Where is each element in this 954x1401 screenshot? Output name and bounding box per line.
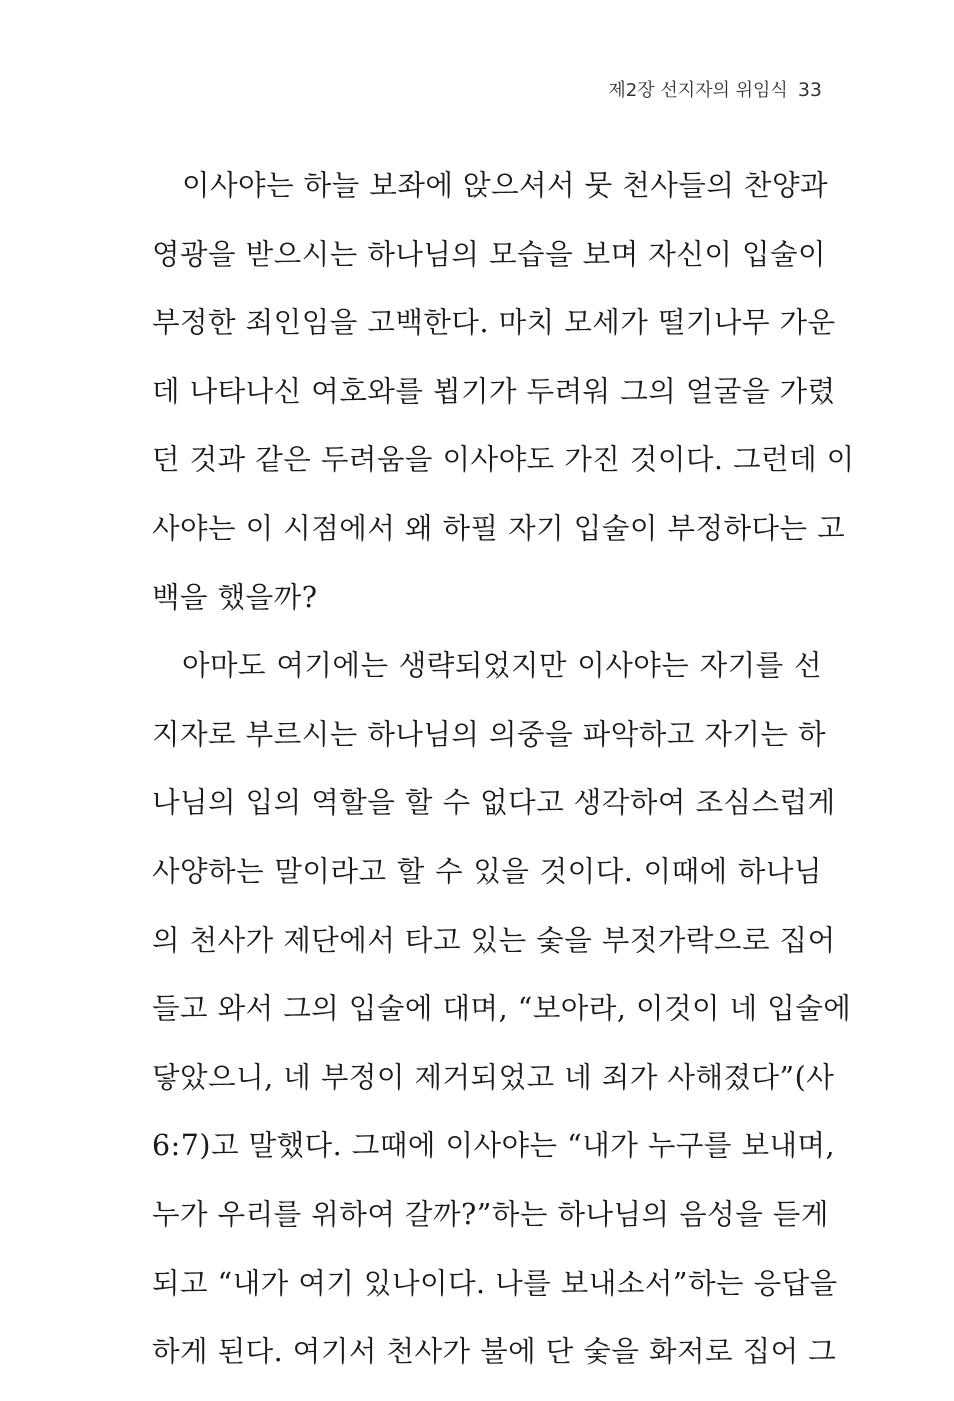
text-line: 데 나타나신 여호와를 뵙기가 두려워 그의 얼굴을 가렸 [152,374,836,408]
paragraph [152,632,852,1387]
page-number: 33 [797,79,822,101]
paragraph [152,152,855,632]
text-line: 하게 된다. 여기서 천사가 불에 단 숯을 화저로 집어 그 [152,1335,837,1369]
text-line: 부정한 죄인임을 고백한다. 마치 모세가 떨기나무 가운 [152,306,836,340]
body-text [152,152,855,1387]
text-line: 되고 “내가 여기 있나이다. 나를 보내소서”하는 응답을 [152,1266,838,1300]
text-line: 닿았으니, 네 부정이 제거되었고 네 죄가 사해졌다”(사 [152,1060,835,1094]
text-line: 던 것과 같은 두려움을 이사야도 가진 것이다. 그런데 이 [152,443,855,477]
text-line: 지자로 부르시는 하나님의 의중을 파악하고 자기는 하 [152,717,827,751]
text-line: 의 천사가 제단에서 타고 있는 숯을 부젓가락으로 집어 [152,923,836,957]
text-line: 백을 했을까? [152,580,318,614]
text-line: 누가 우리를 위하여 갈까?”하는 하나님의 음성을 듣게 [152,1197,829,1231]
text-line: 이사야는 하늘 보좌에 앉으셔서 뭇 천사들의 찬양과 [182,169,829,202]
text-line: 사양하는 말이라고 할 수 있을 것이다. 이때에 하나님 [152,854,822,888]
text-line: 6:7)고 말했다. 그때에 이사야는 “내가 누구를 보내며, [152,1129,836,1163]
text-line: 나님의 입의 역할을 할 수 없다고 생각하여 조심스럽게 [152,786,836,820]
text-line: 영광을 받으시는 하나님의 모습을 보며 자신이 입술이 [152,237,827,271]
chapter-title: 제2장 선지자의 위임식 [608,80,788,101]
running-header [608,76,822,102]
text-line: 아마도 여기에는 생략되었지만 이사야는 자기를 선 [182,649,822,683]
text-line: 들고 와서 그의 입술에 대며, “보아라, 이것이 네 입술에 [152,992,852,1026]
text-line: 사야는 이 시점에서 왜 하필 자기 입술이 부정하다는 고 [152,511,846,545]
